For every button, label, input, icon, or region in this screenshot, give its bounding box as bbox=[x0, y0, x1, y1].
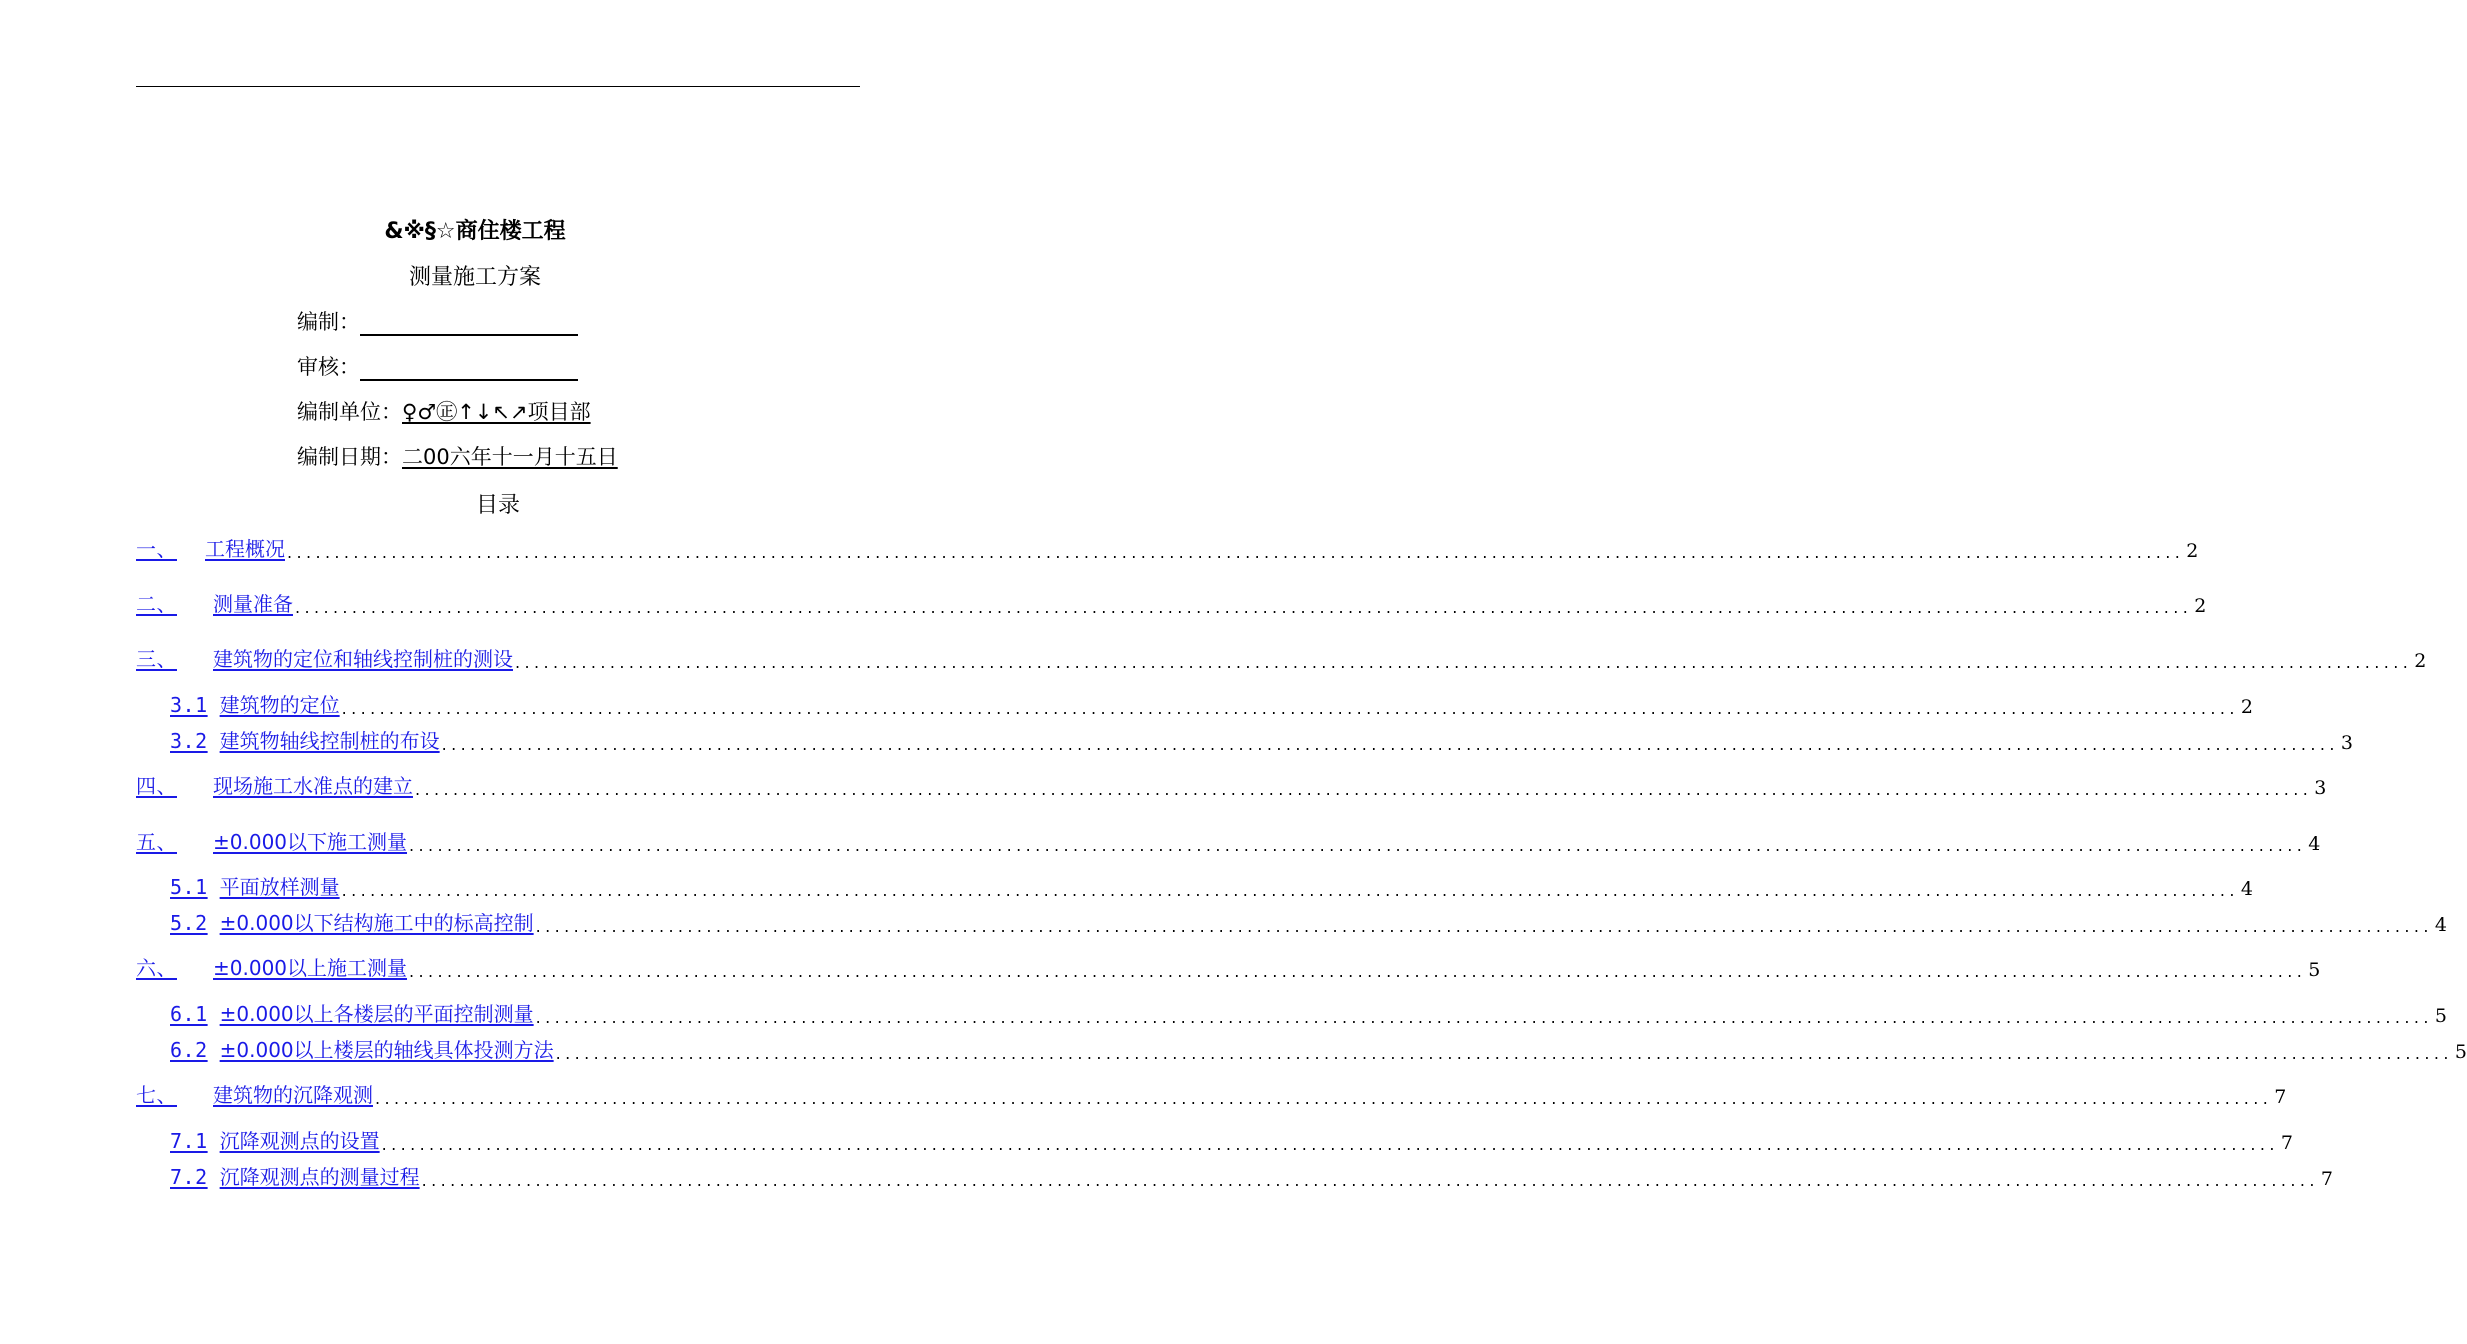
toc-entry-link[interactable] bbox=[170, 998, 534, 1027]
toc-entry-number: 7.2 bbox=[170, 1165, 208, 1189]
toc-entry-link[interactable] bbox=[136, 952, 407, 981]
toc-dot-leader: ........................................................................................................................................................................................................ bbox=[555, 1044, 2453, 1063]
toc-page-number: 2 bbox=[2186, 540, 2199, 562]
toc-dot-leader: ........................................................................................................................................................................................................ bbox=[341, 699, 2239, 718]
toc-title: 目录 bbox=[475, 493, 520, 518]
toc-page-number: 5 bbox=[2308, 959, 2321, 981]
toc-entry-text: ±0.000以下结构施工中的标高控制 bbox=[219, 911, 534, 935]
toc-entry-text: 测量准备 bbox=[213, 592, 293, 616]
toc-entry-link[interactable] bbox=[136, 588, 293, 617]
toc-entry-number: 7.1 bbox=[170, 1129, 208, 1153]
toc-entry-link[interactable] bbox=[136, 643, 513, 672]
toc-dot-leader: ........................................................................................................................................................................................................ bbox=[409, 962, 2307, 981]
toc-entry bbox=[136, 646, 2427, 672]
toc-entry-text: ±0.000以上各楼层的平面控制测量 bbox=[219, 1002, 534, 1026]
toc-entry bbox=[170, 874, 2253, 900]
toc-entry-number: 六、 bbox=[136, 956, 177, 980]
unit-field bbox=[297, 396, 591, 426]
toc-entry-text: ±0.000以下施工测量 bbox=[213, 830, 408, 854]
compiler-blank-line bbox=[360, 312, 578, 336]
toc-entry-link[interactable] bbox=[170, 907, 534, 936]
toc-entry-text: 沉降观测点的设置 bbox=[219, 1129, 380, 1153]
toc-entry-link[interactable] bbox=[170, 871, 340, 900]
toc-entry bbox=[170, 1128, 2293, 1154]
project-title: &※§☆商住楼工程 bbox=[384, 219, 566, 244]
toc-entry bbox=[136, 1082, 2287, 1108]
toc-entry-text: 建筑物轴线控制桩的布设 bbox=[219, 729, 440, 753]
toc-entry-number: 5.2 bbox=[170, 911, 208, 935]
toc-entry bbox=[170, 910, 2447, 936]
toc-entry-text: 平面放样测量 bbox=[219, 875, 340, 899]
reviewer-field bbox=[297, 351, 578, 381]
toc-page-number: 7 bbox=[2320, 1168, 2333, 1190]
unit-value: ♀♂㊣↑↓↖↗项目部 bbox=[402, 400, 591, 424]
toc-entry-link[interactable] bbox=[170, 1161, 420, 1190]
toc-entry-text: 建筑物的定位和轴线控制桩的测设 bbox=[213, 647, 513, 671]
toc-dot-leader: ........................................................................................................................................................................................................ bbox=[287, 543, 2185, 562]
toc-entry bbox=[170, 692, 2253, 718]
toc-entry bbox=[170, 1164, 2333, 1190]
toc-entry bbox=[136, 955, 2321, 981]
toc-page-number: 7 bbox=[2280, 1132, 2293, 1154]
toc-entry-link[interactable] bbox=[136, 1079, 373, 1108]
toc-entry-text: 建筑物的沉降观测 bbox=[213, 1083, 373, 1107]
toc-entry-text: 建筑物的定位 bbox=[219, 693, 340, 717]
toc-entry-number: 四、 bbox=[136, 774, 177, 798]
toc-entry-number: 6.1 bbox=[170, 1002, 208, 1026]
toc-dot-leader: ........................................................................................................................................................................................................ bbox=[375, 1089, 2273, 1108]
toc-page-number: 5 bbox=[2434, 1005, 2447, 1027]
toc-entry-link[interactable] bbox=[136, 826, 407, 855]
toc-entry bbox=[170, 1037, 2467, 1063]
toc-dot-leader: ........................................................................................................................................................................................................ bbox=[535, 1008, 2433, 1027]
unit-label: 编制单位： bbox=[297, 400, 402, 424]
toc-entry-number: 三、 bbox=[136, 647, 177, 671]
toc-dot-leader: ........................................................................................................................................................................................................ bbox=[535, 917, 2433, 936]
toc-entry-number: 七、 bbox=[136, 1083, 177, 1107]
toc-page-number: 2 bbox=[2194, 595, 2207, 617]
toc-entry-link[interactable] bbox=[170, 725, 440, 754]
toc-entry-text: 沉降观测点的测量过程 bbox=[219, 1165, 420, 1189]
toc-entry-number: 3.2 bbox=[170, 729, 208, 753]
toc-entry-link[interactable] bbox=[170, 1034, 554, 1063]
toc-page-number: 5 bbox=[2454, 1041, 2467, 1063]
toc-entry-link[interactable] bbox=[170, 1125, 380, 1154]
toc-entry-link[interactable] bbox=[136, 533, 285, 562]
toc-entry bbox=[136, 773, 2327, 799]
toc-entry-number: 3.1 bbox=[170, 693, 208, 717]
toc-entry-link[interactable] bbox=[136, 770, 413, 799]
toc-dot-leader: ........................................................................................................................................................................................................ bbox=[381, 1135, 2279, 1154]
toc-entry-number: 二、 bbox=[136, 592, 177, 616]
compiler-field bbox=[297, 306, 578, 336]
toc-dot-leader: ........................................................................................................................................................................................................ bbox=[341, 881, 2239, 900]
toc-entry bbox=[136, 591, 2207, 617]
header-rule bbox=[136, 86, 860, 87]
toc-entry-text: 工程概况 bbox=[205, 537, 285, 561]
toc-dot-leader: ........................................................................................................................................................................................................ bbox=[515, 653, 2413, 672]
date-value: 二00六年十一月十五日 bbox=[402, 445, 618, 469]
toc-page-number: 4 bbox=[2308, 833, 2321, 855]
toc-entry bbox=[136, 536, 2199, 562]
toc-entry-number: 5.1 bbox=[170, 875, 208, 899]
toc-dot-leader: ........................................................................................................................................................................................................ bbox=[415, 780, 2313, 799]
toc-entry-text: ±0.000以上楼层的轴线具体投测方法 bbox=[219, 1038, 554, 1062]
toc-entry-text: ±0.000以上施工测量 bbox=[213, 956, 408, 980]
toc-entry bbox=[170, 1001, 2447, 1027]
toc-page-number: 3 bbox=[2340, 732, 2353, 754]
toc-dot-leader: ........................................................................................................................................................................................................ bbox=[409, 836, 2307, 855]
toc-page-number: 2 bbox=[2240, 696, 2253, 718]
date-label: 编制日期： bbox=[297, 445, 402, 469]
toc-dot-leader: ........................................................................................................................................................................................................ bbox=[441, 735, 2339, 754]
toc-entry-number: 五、 bbox=[136, 830, 177, 854]
toc-entry-number: 6.2 bbox=[170, 1038, 208, 1062]
toc-entry bbox=[136, 829, 2321, 855]
reviewer-label: 审核： bbox=[297, 355, 360, 379]
toc-dot-leader: ........................................................................................................................................................................................................ bbox=[421, 1171, 2319, 1190]
toc-page-number: 2 bbox=[2414, 650, 2427, 672]
toc-page-number: 7 bbox=[2274, 1086, 2287, 1108]
document-title: 测量施工方案 bbox=[408, 265, 541, 290]
toc-entry-link[interactable] bbox=[170, 689, 340, 718]
toc-entry bbox=[170, 728, 2353, 754]
toc-page-number: 4 bbox=[2434, 914, 2447, 936]
toc-page-number: 4 bbox=[2240, 878, 2253, 900]
reviewer-blank-line bbox=[360, 357, 578, 381]
toc-entry-text: 现场施工水准点的建立 bbox=[213, 774, 413, 798]
toc-dot-leader: ........................................................................................................................................................................................................ bbox=[295, 598, 2193, 617]
date-field bbox=[297, 441, 618, 471]
toc-page-number: 3 bbox=[2314, 777, 2327, 799]
toc-entry-number: 一、 bbox=[136, 537, 177, 561]
compiler-label: 编制： bbox=[297, 310, 360, 334]
